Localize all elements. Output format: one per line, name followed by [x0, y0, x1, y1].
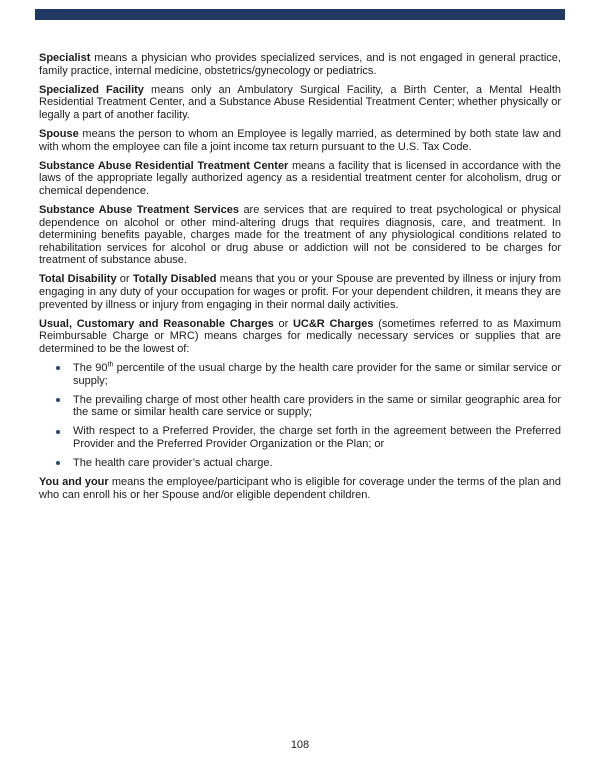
- defined-term: Totally Disabled: [132, 273, 217, 286]
- body-text: or: [273, 317, 293, 330]
- defined-term: Spouse: [39, 127, 79, 140]
- body-text: means a facility that is licensed in accordance with the laws of the appropriate legally authorized agency as a residential treatment center for alcoholism, drug or chemical dependence.: [39, 159, 561, 197]
- body-text: means a physician who provides specialized services, and is not engaged in general practice, family practice, internal medicine, obstetrics/gynecology or pediatrics.: [39, 52, 561, 77]
- definition-paragraph: [39, 476, 561, 501]
- body-text: The 90: [73, 361, 108, 374]
- bullet-item: [39, 425, 561, 450]
- bullet-icon: [56, 366, 60, 370]
- body-text: means the employee/participant who is eligible for coverage under the terms of the plan and who can enroll his or her Spouse and/or eligible dependent children.: [39, 476, 561, 501]
- defined-term: You and your: [39, 476, 109, 489]
- body-text: (sometimes referred to as Maximum Reimbursable Charge or MRC) means charges for medically necessary services or supplies that are determined to be the lowest of:: [39, 317, 561, 355]
- body-text: or: [116, 273, 133, 286]
- bullet-item: [39, 457, 561, 470]
- defined-term: Specialized Facility: [39, 83, 144, 96]
- defined-term: Substance Abuse Treatment Services: [39, 203, 239, 216]
- definition-paragraph: [39, 128, 561, 153]
- defined-term: UC&R Charges: [292, 317, 374, 330]
- defined-term: Substance Abuse Residential Treatment Center: [39, 159, 289, 172]
- bullet-item: [39, 394, 561, 419]
- body-text: means that you or your Spouse are prevented by illness or injury from engaging in any duty of your occupation for wages or profit. For your dependent children, it means they are prevented by illness or injury from engaging in their normal daily activities.: [39, 273, 561, 311]
- body-text: With respect to a Preferred Provider, the charge set forth in the agreement between the Preferred Provider and the Preferred Provider Organization or the Plan; or: [73, 425, 561, 450]
- superscript-text: th: [107, 361, 114, 369]
- body-text: percentile of the usual charge by the health care provider for the same or similar service or supply;: [73, 361, 561, 387]
- definition-paragraph: [39, 160, 561, 198]
- header-accent-bar: [35, 9, 565, 20]
- body-text: are services that are required to treat psychological or physical dependence on alcohol or other mind-altering drugs that requires diagnosis, care, and treatment. In determining benefits payable, charges made for the treatment of any physiological conditions related to rehabilitation services for alcohol or drug abuse or addiction will not be considered to be charges for treatment of substance abuse.: [39, 203, 561, 267]
- bullet-icon: [56, 430, 60, 434]
- bullet-icon: [56, 398, 60, 402]
- defined-term: Total Disability: [39, 273, 117, 286]
- defined-term: Usual, Customary and Reasonable Charges: [39, 317, 274, 330]
- bullet-icon: [56, 461, 60, 465]
- body-text: means the person to whom an Employee is legally married, as determined by both state law and with whom the employee can file a joint income tax return pursuant to the U.S. Tax Code.: [39, 127, 561, 153]
- bullet-item: [39, 362, 561, 387]
- definition-paragraph: [39, 84, 561, 122]
- body-text: The health care provider’s actual charge.: [73, 457, 273, 470]
- page-number: 108: [290, 739, 310, 751]
- definition-paragraph: [39, 273, 561, 311]
- body-text: means only an Ambulatory Surgical Facility, a Birth Center, a Mental Health Residential Treatment Center, and a Substance Abuse Residential Treatment Center; whether physically or legally a part of another facility.: [39, 83, 562, 121]
- definition-paragraph: [39, 318, 561, 356]
- definition-paragraph: [39, 52, 561, 77]
- defined-term: Specialist: [39, 52, 91, 64]
- body-text: The prevailing charge of most other health care providers in the same or similar geographic area for the same or similar health care service or supply;: [73, 393, 561, 419]
- definitions-text: [39, 52, 561, 508]
- definition-paragraph: [39, 204, 561, 267]
